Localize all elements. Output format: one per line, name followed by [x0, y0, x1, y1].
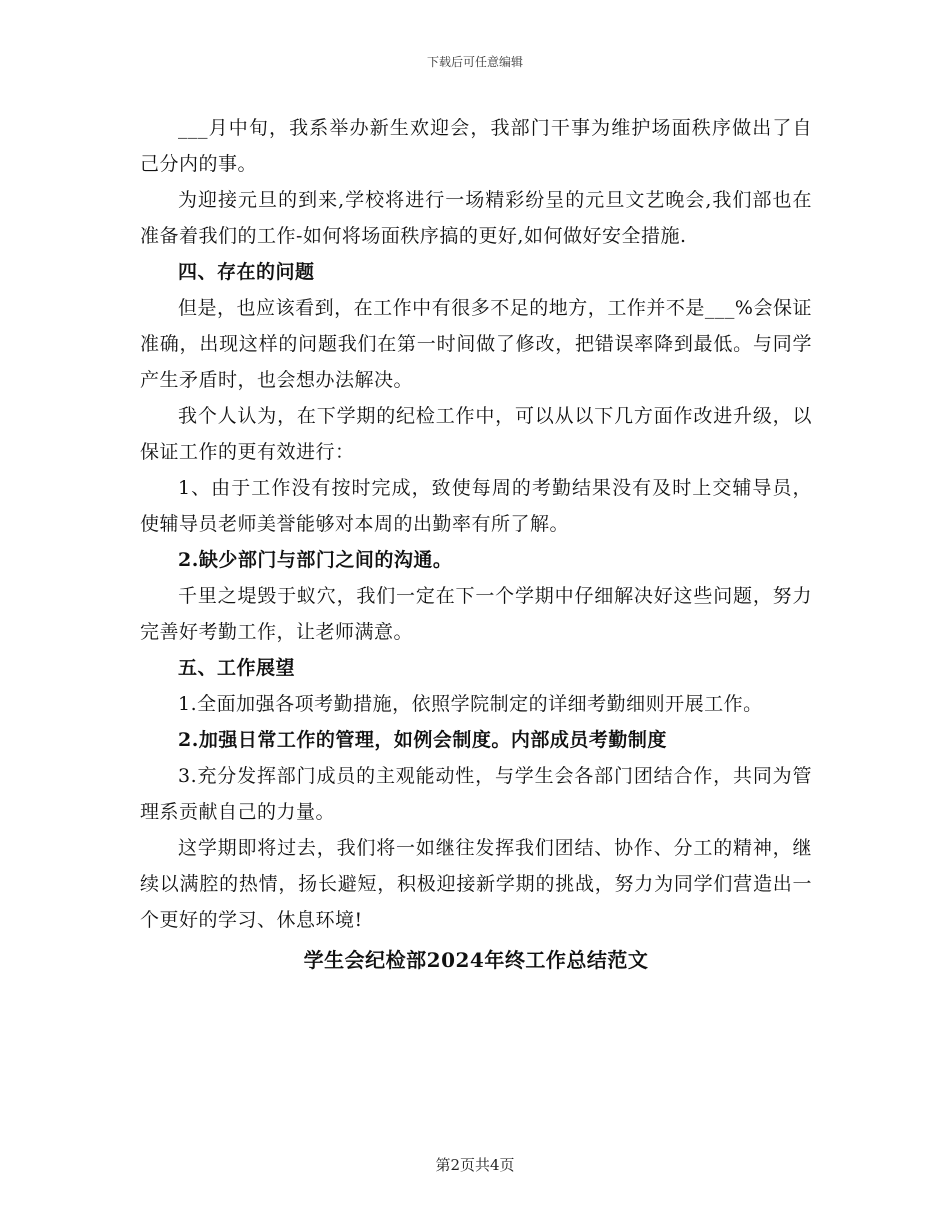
list-item: 1.全面加强各项考勤措施，依照学院制定的详细考勤细则开展工作。	[178, 693, 763, 715]
paragraph: 千里之堤毁于蚁穴，我们一定在下一个学期中仔细解决好这些问题，努力完善好考勤工作，让老师满意。	[140, 585, 812, 643]
page-header: 下载后可任意编辑	[426, 55, 523, 69]
list-item: 3.充分发挥部门成员的主观能动性，与学生会各部门团结合作，共同为管理系贡献自己的力量。	[140, 765, 812, 823]
paragraph: 但是，也应该看到，在工作中有很多不足的地方，工作并不是___%会保证准确，出现这样的问题我们在第一时间做了修改，把错误率降到最低。与同学产生矛盾时，也会想办法解决。	[140, 297, 812, 391]
paragraph: 这学期即将过去，我们将一如继往发挥我们团结、协作、分工的精神，继续以满腔的热情，扬长避短，积极迎接新学期的挑战，努力为同学们营造出一个更好的学习、休息环境!	[140, 837, 812, 931]
list-item-bold: 2.缺少部门与部门之间的沟通。	[178, 549, 453, 571]
paragraph: 为迎接元旦的到来,学校将进行一场精彩纷呈的元旦文艺晚会,我们部也在准备着我们的工作-如何将场面秩序搞的更好,如何做好安全措施.	[140, 189, 812, 247]
page-footer: 第2页共4页	[435, 1156, 515, 1174]
section-heading-outlook: 五、工作展望	[178, 657, 296, 679]
section-heading-problems: 四、存在的问题	[178, 261, 315, 283]
paragraph: 我个人认为，在下学期的纪检工作中，可以从以下几方面作改进升级，以保证工作的更有效进行：	[140, 405, 812, 463]
list-item: 1、由于工作没有按时完成，致使每周的考勤结果没有及时上交辅导员，使辅导员老师美誉能够对本周的出勤率有所了解。	[140, 477, 812, 535]
document-body	[140, 110, 812, 982]
document-title: 学生会纪检部2024年终工作总结范文	[303, 948, 649, 972]
list-item-bold: 2.加强日常工作的管理，如例会制度。内部成员考勤制度	[178, 729, 667, 751]
paragraph: ___月中旬，我系举办新生欢迎会，我部门干事为维护场面秩序做出了自己分内的事。	[140, 117, 812, 175]
